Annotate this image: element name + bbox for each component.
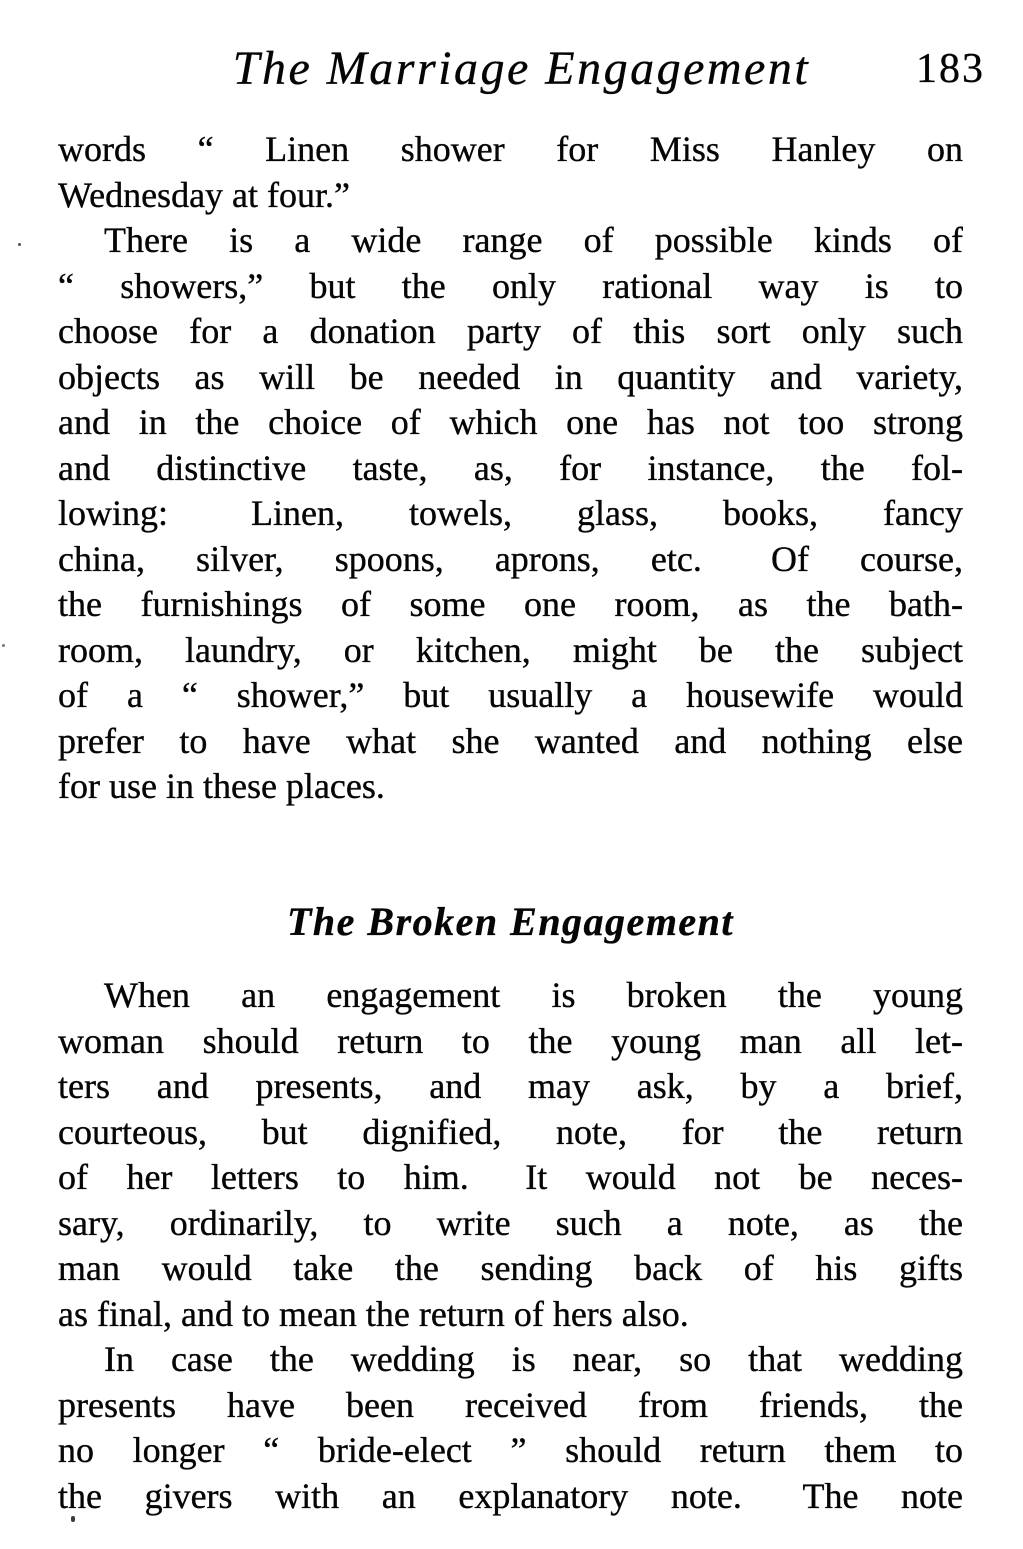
scan-speck [71, 1516, 75, 1522]
section-heading: The Broken Engagement [286, 899, 735, 945]
scan-speck [2, 644, 5, 647]
text-line: lowing: Linen, towels, glass, books, fancy [58, 493, 963, 533]
scan-speck [18, 243, 21, 246]
text-line: the givers with an explanatory note. The note [58, 1475, 963, 1516]
text-line: and distinctive taste, as, for instance, the fol- [58, 447, 963, 488]
text-line: no longer “ bride-elect ” should return them to [58, 1430, 963, 1470]
text-line: choose for a donation party of this sort only such [58, 311, 963, 351]
text-line: sary, ordinarily, to write such a note, as the [58, 1202, 963, 1243]
text-line: man would take the sending back of his gifts [58, 1248, 963, 1288]
text-block-bottom [58, 973, 963, 1519]
text-line: objects as will be needed in quantity and variety, [58, 356, 963, 397]
text-line: When an engagement is broken the young [104, 975, 963, 1015]
paragraph-wedding-presents [58, 1337, 963, 1519]
paragraph-continuation [58, 127, 963, 218]
running-title: The Marriage Engagement [232, 42, 811, 95]
text-line: for use in these places. [58, 766, 385, 806]
page-header [58, 41, 985, 101]
text-line: There is a wide range of possible kinds of [104, 220, 963, 260]
text-line: courteous, but dignified, note, for the return [58, 1111, 963, 1152]
text-line: ters and presents, and may ask, by a brief, [58, 1066, 963, 1106]
text-line: “ showers,” but the only rational way is to [58, 265, 963, 306]
text-line: In case the wedding is near, so that wedding [104, 1339, 963, 1379]
text-line: room, laundry, or kitchen, might be the subject [58, 629, 963, 670]
page-number: 183 [916, 46, 985, 92]
text-line: china, silver, spoons, aprons, etc. Of course, [58, 538, 963, 579]
text-block-top [58, 127, 963, 810]
text-line: as final, and to mean the return of hers also. [58, 1293, 689, 1334]
text-line: Wednesday at four.” [58, 174, 350, 215]
text-line: of her letters to him. It would not be neces- [58, 1157, 963, 1197]
text-line: and in the choice of which one has not too strong [58, 402, 963, 442]
text-line: the furnishings of some one room, as the bath- [58, 584, 963, 624]
text-line: presents have been received from friends, the [58, 1384, 963, 1425]
text-line: woman should return to the young man all let- [58, 1020, 963, 1061]
text-line: prefer to have what she wanted and nothing else [58, 720, 963, 761]
paragraph-showers [58, 218, 963, 810]
text-line: words “ Linen shower for Miss Hanley on [58, 129, 963, 169]
paragraph-broken-engagement [58, 973, 963, 1337]
text-line: of a “ shower,” but usually a housewife would [58, 675, 963, 715]
